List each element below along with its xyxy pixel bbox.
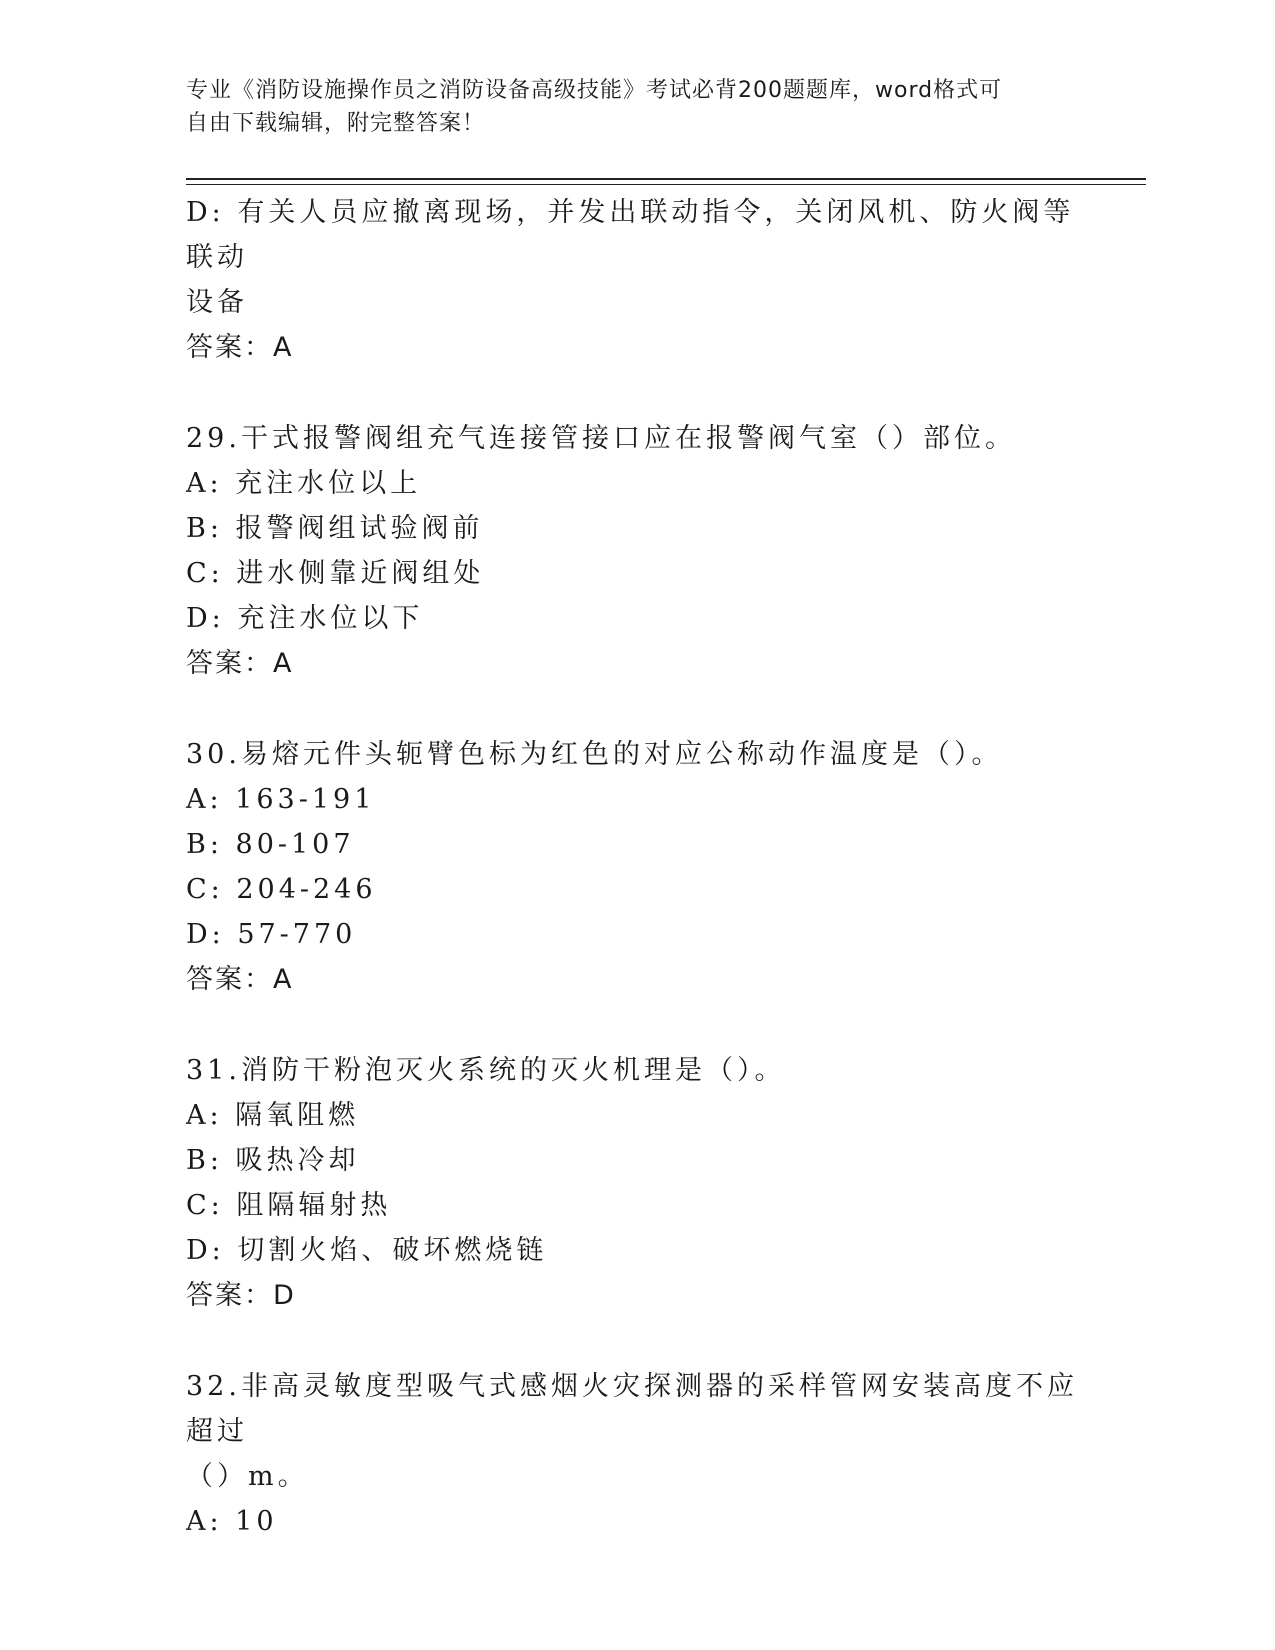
option-d: D: 57-770 bbox=[186, 919, 357, 950]
option-c: C: 阻隔辐射热 bbox=[186, 1190, 392, 1221]
header-title-line-2: 自由下载编辑，附完整答案！ bbox=[186, 111, 486, 136]
header-title-line-1: 专业《消防设施操作员之消防设备高级技能》考试必背200题题库，word格式可 bbox=[186, 78, 1003, 103]
question-stem-continued: （）m。 bbox=[186, 1461, 309, 1492]
option-c: C: 204-246 bbox=[186, 874, 377, 905]
answer: 答案：D bbox=[186, 1280, 296, 1311]
option-a: A: 10 bbox=[186, 1506, 278, 1537]
document-header bbox=[186, 74, 1066, 140]
header-divider-thin bbox=[186, 184, 1146, 185]
question-28-tail bbox=[186, 190, 1086, 370]
option-b: B: 报警阀组试验阀前 bbox=[186, 513, 484, 544]
option-a: A: 隔氧阻燃 bbox=[186, 1100, 360, 1131]
option-d-continued: 设备 bbox=[186, 287, 248, 318]
option-d: D: 充注水位以下 bbox=[186, 603, 424, 634]
question-29 bbox=[186, 416, 1086, 686]
question-list bbox=[186, 190, 1086, 1544]
option-a: A: 充注水位以上 bbox=[186, 468, 422, 499]
question-32 bbox=[186, 1364, 1086, 1544]
header-divider-thick bbox=[186, 178, 1146, 180]
question-stem: 30.易熔元件头轭臂色标为红色的对应公称动作温度是（）。 bbox=[186, 739, 1003, 770]
question-stem: 29.干式报警阀组充气连接管接口应在报警阀气室（）部位。 bbox=[186, 423, 1016, 454]
option-d: D: 有关人员应撤离现场，并发出联动指令，关闭风机、防火阀等联动 bbox=[186, 197, 1075, 273]
option-b: B: 80-107 bbox=[186, 829, 355, 860]
option-c: C: 进水侧靠近阀组处 bbox=[186, 558, 485, 589]
option-b: B: 吸热冷却 bbox=[186, 1145, 360, 1176]
question-stem: 32.非高灵敏度型吸气式感烟火灾探测器的采样管网安装高度不应超过 bbox=[186, 1371, 1078, 1447]
question-31 bbox=[186, 1048, 1086, 1318]
question-30 bbox=[186, 732, 1086, 1002]
question-stem: 31.消防干粉泡灭火系统的灭火机理是（）。 bbox=[186, 1055, 786, 1086]
answer: 答案：A bbox=[186, 648, 294, 679]
answer: 答案：A bbox=[186, 964, 294, 995]
option-d: D: 切割火焰、破坏燃烧链 bbox=[186, 1235, 548, 1266]
answer: 答案：A bbox=[186, 332, 294, 363]
option-a: A: 163-191 bbox=[186, 784, 376, 815]
